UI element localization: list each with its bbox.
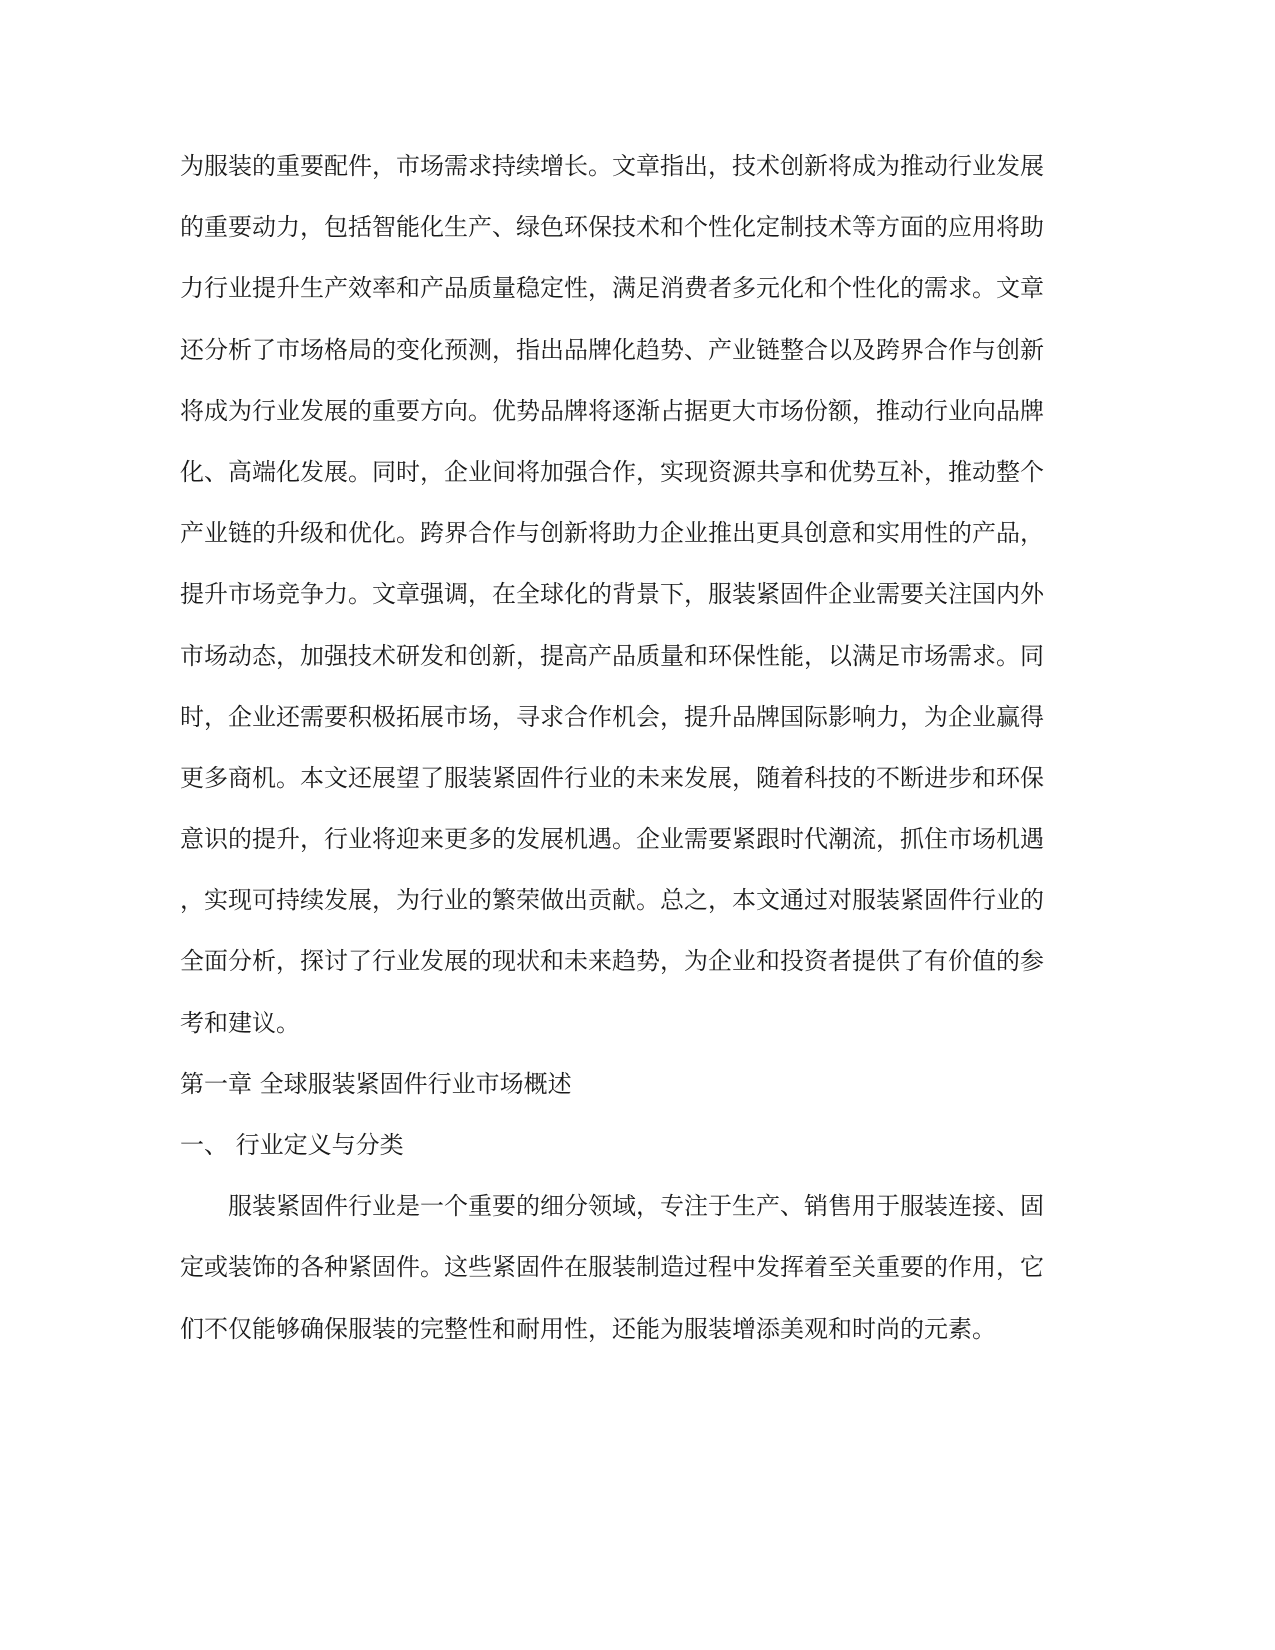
text-line: 将成为行业发展的重要方向。优势品牌将逐渐占据更大市场份额，推动行业向品牌 <box>180 396 1044 425</box>
section-title: 一、 行业定义与分类 <box>180 1131 404 1159</box>
text-line: 还分析了市场格局的变化预测，指出品牌化趋势、产业链整合以及跨界合作与创新 <box>180 335 1044 364</box>
text-line: 定或装饰的各种紧固件。这些紧固件在服装制造过程中发挥着至关重要的作用，它 <box>180 1253 1044 1282</box>
text-line: 们不仅能够确保服装的完整性和耐用性，还能为服装增添美观和时尚的元素。 <box>180 1314 996 1343</box>
text-line: 力行业提升生产效率和产品质量稳定性，满足消费者多元化和个性化的需求。文章 <box>180 274 1044 303</box>
text-line: 考和建议。 <box>180 1008 300 1037</box>
text-line: 提升市场竞争力。文章强调，在全球化的背景下，服装紧固件企业需要关注国内外 <box>180 580 1044 609</box>
text-line: 服装紧固件行业是一个重要的细分领域，专注于生产、销售用于服装连接、固 <box>228 1192 1044 1221</box>
text-line: 时，企业还需要积极拓展市场，寻求合作机会，提升品牌国际影响力，为企业赢得 <box>180 702 1044 731</box>
text-line: 为服装的重要配件，市场需求持续增长。文章指出，技术创新将成为推动行业发展 <box>180 152 1044 180</box>
document-page <box>180 148 1044 1372</box>
text-line: 更多商机。本文还展望了服装紧固件行业的未来发展，随着科技的不断进步和环保 <box>180 763 1044 792</box>
text-line: 化、高端化发展。同时，企业间将加强合作，实现资源共享和优势互补，推动整个 <box>180 457 1044 486</box>
section-paragraph <box>180 1188 1044 1372</box>
text-line: ，实现可持续发展，为行业的繁荣做出贡献。总之，本文通过对服装紧固件行业的 <box>180 886 1044 915</box>
text-line: 产业链的升级和优化。跨界合作与创新将助力企业推出更具创意和实用性的产品， <box>180 519 1044 548</box>
text-line: 市场动态，加强技术研发和创新，提高产品质量和环保性能，以满足市场需求。同 <box>180 641 1044 670</box>
chapter-title: 第一章 全球服装紧固件行业市场概述 <box>180 1069 572 1098</box>
intro-paragraph <box>180 148 1044 1066</box>
text-line: 的重要动力，包括智能化生产、绿色环保技术和个性化定制技术等方面的应用将助 <box>180 213 1044 242</box>
text-line: 全面分析，探讨了行业发展的现状和未来趋势，为企业和投资者提供了有价值的参 <box>180 947 1044 976</box>
text-line: 意识的提升，行业将迎来更多的发展机遇。企业需要紧跟时代潮流，抓住市场机遇 <box>180 825 1044 854</box>
